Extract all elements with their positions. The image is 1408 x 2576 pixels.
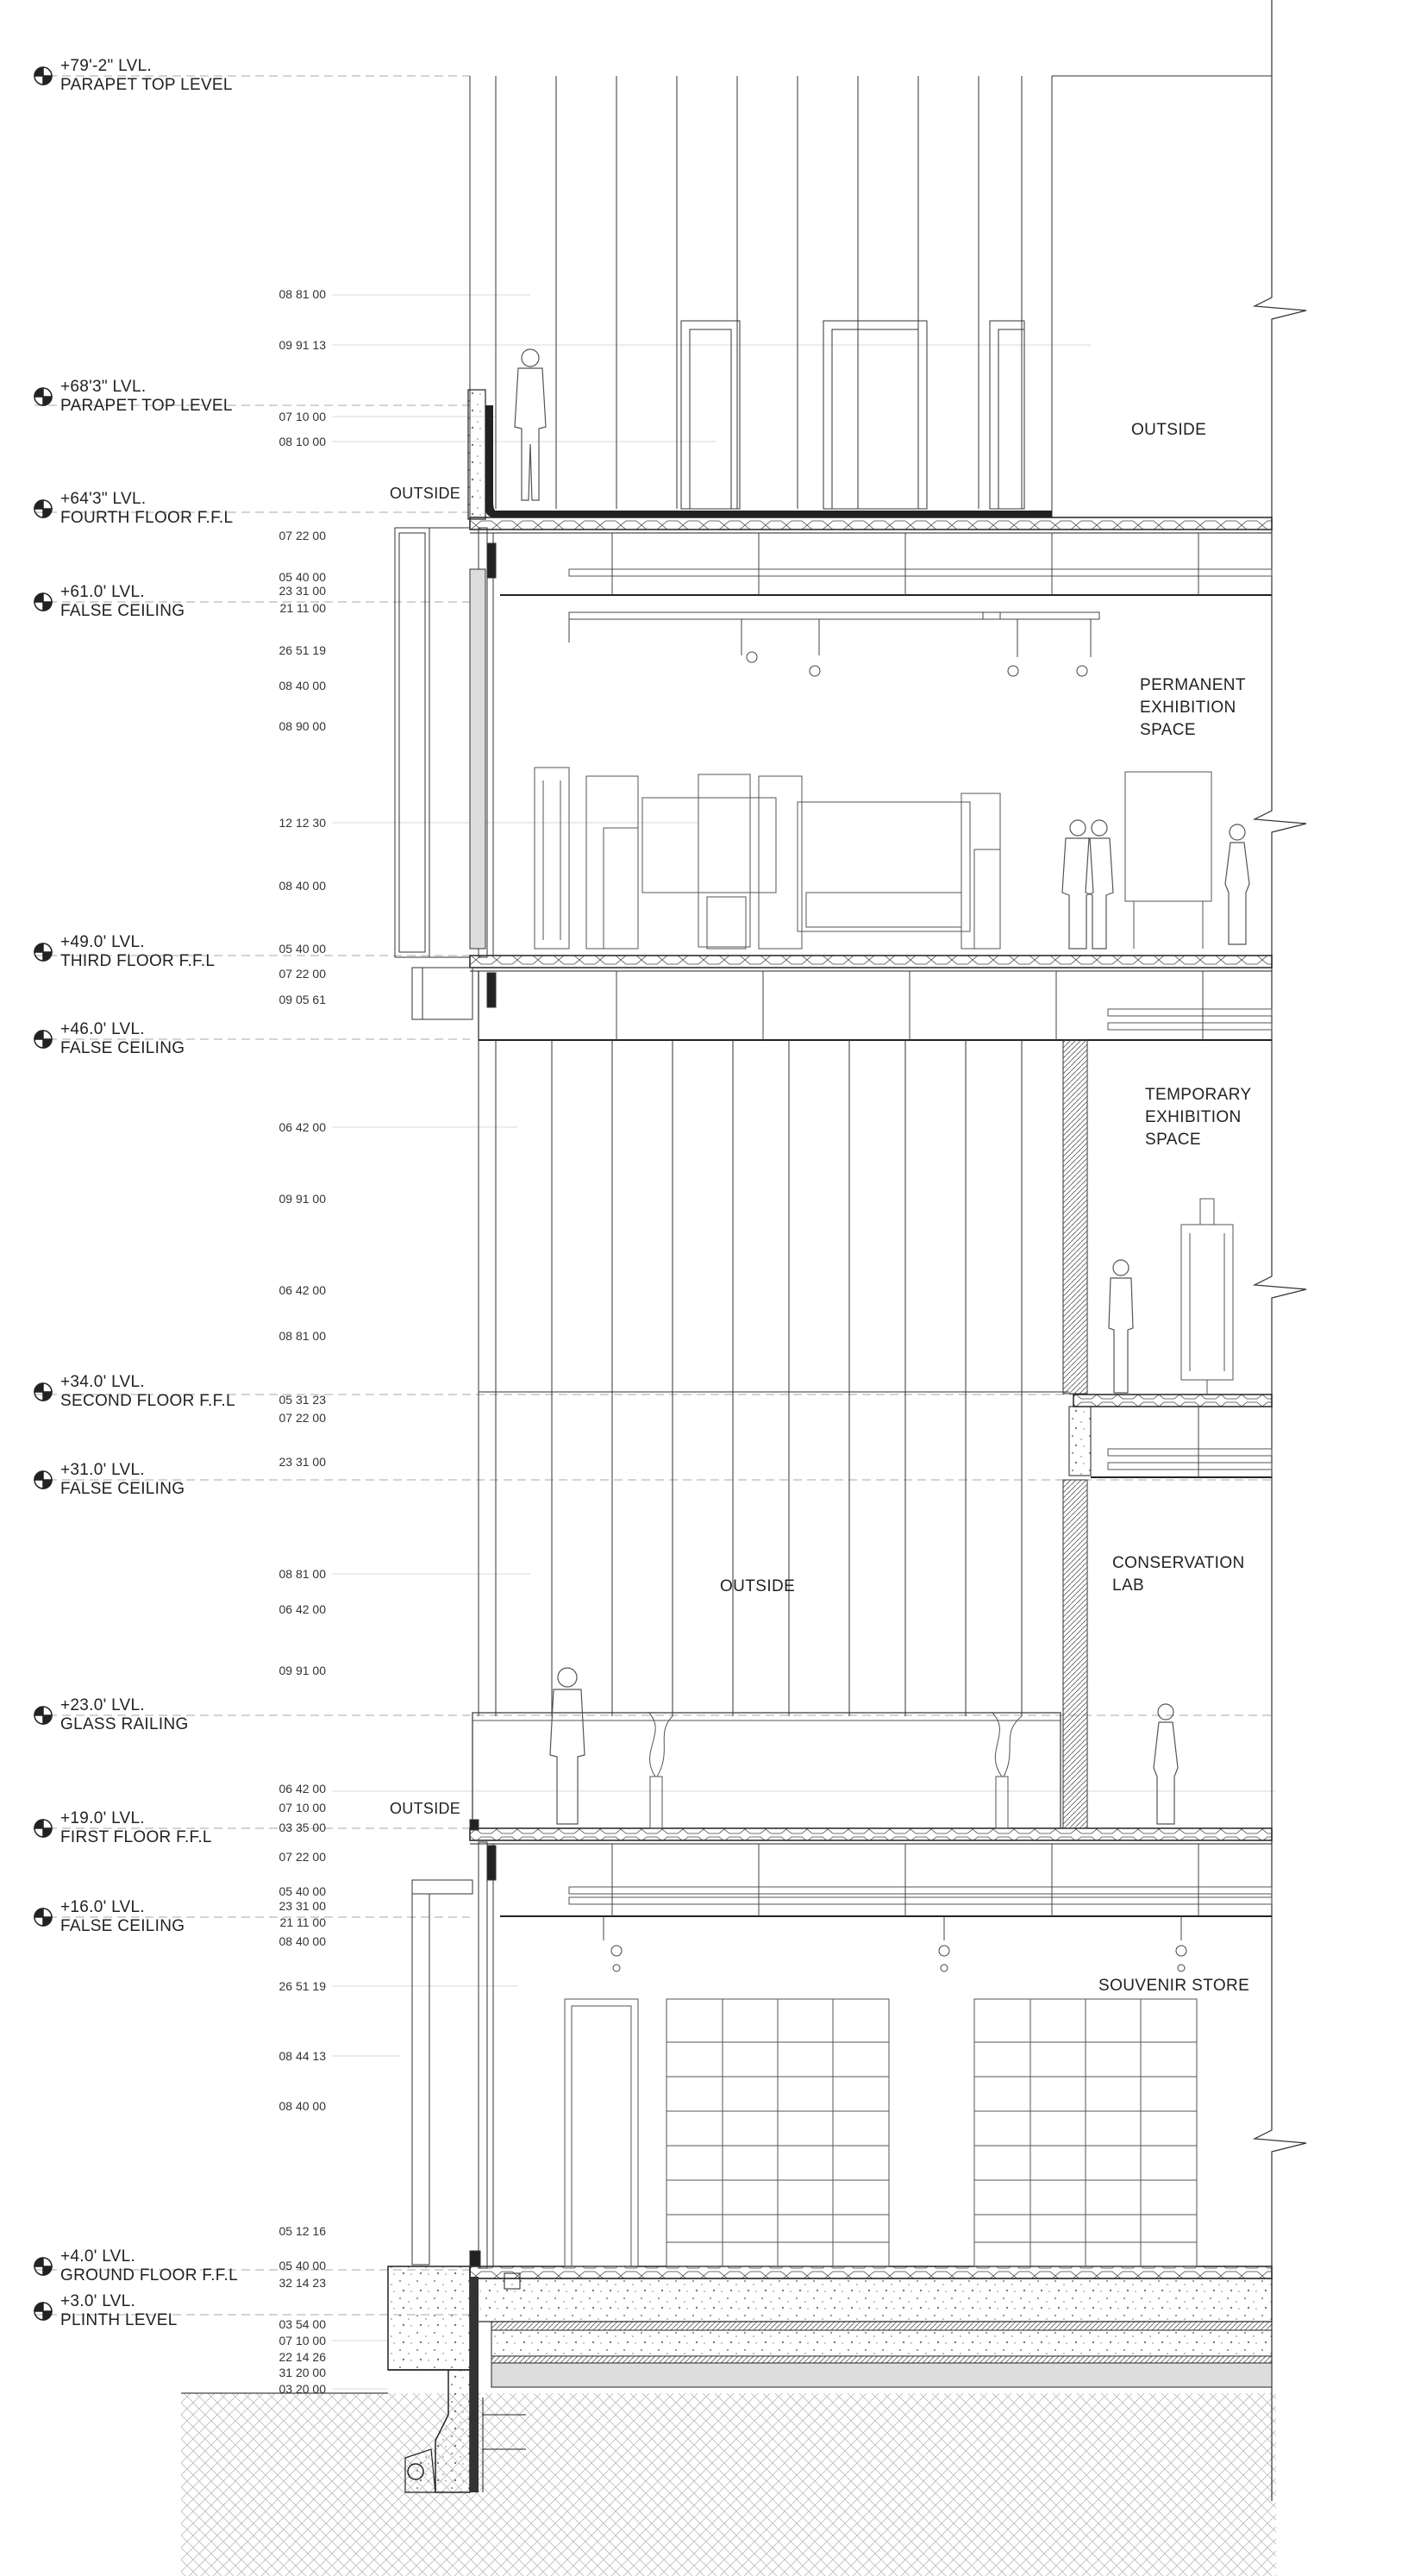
parapet-wall [468, 390, 485, 519]
room-label-souvenir: SOUVENIR STORE [1098, 1977, 1250, 1995]
level-label: +79'-2" LVL. PARAPET TOP LEVEL [60, 57, 233, 94]
spec-code: 08 40 00 [278, 679, 326, 693]
label-outside-lower: OUTSIDE [390, 1800, 461, 1817]
spec-code: 26 51 19 [278, 643, 326, 657]
spec-code: 26 51 19 [278, 1979, 326, 1993]
level-label: +61.0' LVL. FALSE CEILING [60, 583, 185, 620]
spec-code: 05 40 00 [278, 942, 326, 956]
spec-code: 03 54 00 [278, 2317, 326, 2331]
break-line [1255, 0, 1306, 2501]
spec-code: 07 10 00 [278, 1801, 326, 1814]
level-label: +34.0' LVL. SECOND FLOOR F.F.L [60, 1373, 235, 1410]
spec-code: 07 22 00 [278, 1411, 326, 1425]
spec-code: 32 14 23 [278, 2276, 326, 2290]
slab-fourth [470, 517, 1272, 595]
spec-code: 12 12 30 [278, 816, 326, 830]
spec-code: 31 20 00 [278, 2366, 326, 2379]
spec-code: 08 40 00 [278, 2099, 326, 2113]
spec-code: 07 22 00 [278, 529, 326, 542]
spec-code: 23 31 00 [278, 1455, 326, 1469]
level-label: +4.0' LVL. GROUND FLOOR F.F.L [60, 2247, 238, 2285]
slab-ground [470, 2266, 1272, 2387]
level-label: +49.0' LVL. THIRD FLOOR F.F.L [60, 933, 216, 970]
room-label-outside-top: OUTSIDE [1131, 421, 1207, 439]
spec-code: 07 22 00 [278, 967, 326, 981]
spec-code: 07 10 00 [278, 2334, 326, 2347]
spec-code: 23 31 00 [278, 1899, 326, 1913]
spec-code: 21 11 00 [279, 1915, 326, 1929]
souvenir-shelving [565, 1999, 1197, 2266]
spec-code: 08 44 13 [278, 2049, 326, 2063]
spec-code: 05 12 16 [278, 2224, 326, 2238]
slab-second [1069, 1395, 1272, 1477]
spec-code: 09 91 00 [278, 1664, 326, 1677]
spec-code: 08 40 00 [278, 879, 326, 893]
level-label: +3.0' LVL. PLINTH LEVEL [60, 2292, 178, 2329]
exhibit-temporary [1181, 1199, 1233, 1395]
spec-code: 08 40 00 [278, 1934, 326, 1948]
spec-code: 03 20 00 [278, 2382, 326, 2396]
spec-code: 06 42 00 [278, 1283, 326, 1297]
glass-railing [472, 1713, 1061, 1828]
lower-curtain-wall [412, 1820, 496, 2268]
level-label: +23.0' LVL. GLASS RAILING [60, 1696, 189, 1733]
soil-hatch [181, 2393, 1276, 2576]
spec-code: 09 05 61 [278, 993, 326, 1006]
spec-code: 09 91 13 [278, 338, 326, 352]
double-height-facade [479, 1040, 1087, 1828]
spec-code: 06 42 00 [278, 1602, 326, 1616]
level-label: +31.0' LVL. FALSE CEILING [60, 1461, 185, 1498]
spec-code: 21 11 00 [279, 601, 326, 615]
slab-third [470, 956, 1272, 1040]
spec-code: 05 40 00 [278, 2259, 326, 2272]
room-label-temporary: TEMPORARY EXHIBITION SPACE [1145, 1086, 1252, 1149]
spec-code: 08 81 00 [278, 287, 326, 301]
exhibits-permanent [535, 768, 1211, 949]
level-label: +19.0' LVL. FIRST FLOOR F.F.L [60, 1809, 212, 1846]
level-label: +46.0' LVL. FALSE CEILING [60, 1020, 185, 1057]
planters [648, 1712, 1022, 1828]
spec-code: 22 14 26 [278, 2350, 326, 2364]
room-label-conservation: CONSERVATION LAB [1112, 1554, 1245, 1595]
room-label-outside-mid: OUTSIDE [720, 1577, 796, 1595]
spec-code: 05 40 00 [278, 570, 326, 584]
spec-code: 08 90 00 [278, 719, 326, 733]
people-figures [515, 349, 1249, 1824]
spec-code: 08 81 00 [278, 1567, 326, 1581]
spec-code: 08 81 00 [278, 1329, 326, 1343]
level-label: +16.0' LVL. FALSE CEILING [60, 1898, 185, 1935]
spec-code: 07 10 00 [278, 410, 326, 423]
slab-first [470, 1828, 1272, 1916]
spec-code: 06 42 00 [278, 1782, 326, 1796]
spec-code: 23 31 00 [278, 584, 326, 598]
spec-code: 03 35 00 [278, 1821, 326, 1834]
label-outside-upper: OUTSIDE [390, 485, 461, 502]
spec-code: 08 10 00 [278, 435, 326, 448]
room-label-permanent: PERMANENT EXHIBITION SPACE [1140, 676, 1246, 739]
spec-code: 07 22 00 [278, 1850, 326, 1864]
spec-code: 06 42 00 [278, 1120, 326, 1134]
level-label: +64'3" LVL. FOURTH FLOOR F.F.L [60, 490, 234, 527]
level-label: +68'3" LVL. PARAPET TOP LEVEL [60, 378, 233, 415]
spec-code: 09 91 00 [278, 1192, 326, 1206]
spec-code: 05 31 23 [278, 1393, 326, 1407]
upper-parapet [470, 76, 1272, 517]
spec-code: 05 40 00 [278, 1884, 326, 1898]
